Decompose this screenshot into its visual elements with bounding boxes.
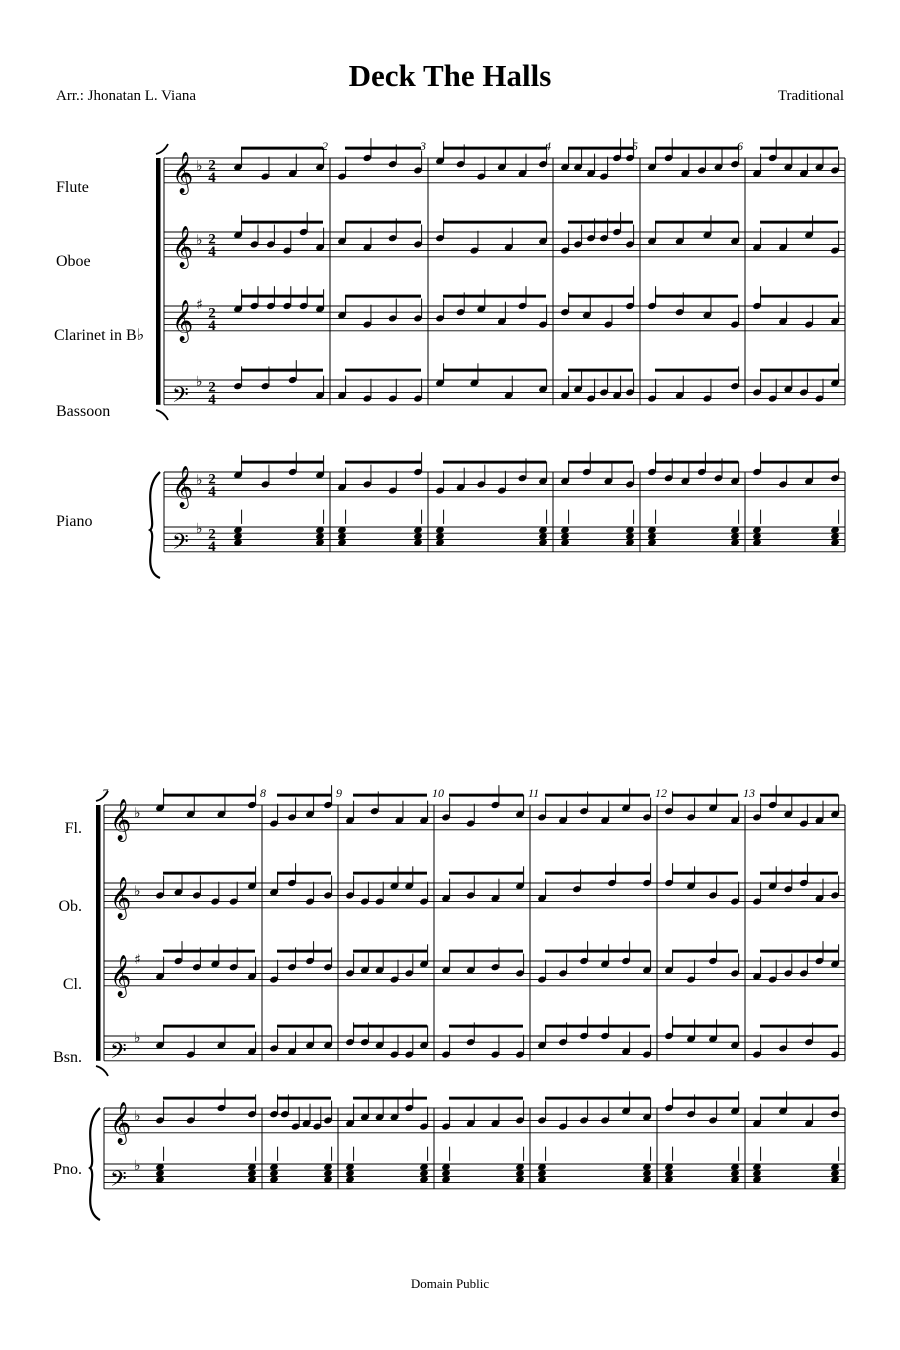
flat-key-signature: ♭	[196, 472, 203, 489]
measure-number: 10	[432, 786, 444, 800]
bass-clef: 𝄢	[110, 1039, 127, 1070]
measure-number: 11	[528, 786, 540, 800]
measure-number: 13	[743, 786, 755, 800]
piano-brace	[90, 1108, 100, 1220]
instrument-label: Oboe	[56, 253, 91, 270]
bracket	[156, 158, 161, 405]
treble-clef: 𝄞	[172, 226, 194, 268]
flat-key-signature: ♭	[134, 1030, 141, 1047]
time-signature-bottom: 4	[208, 538, 216, 555]
time-signature-top: 2	[208, 231, 216, 248]
instrument-label: Piano	[56, 513, 93, 530]
time-signature-bottom: 4	[208, 169, 216, 186]
bracket-cap	[156, 410, 168, 420]
time-signature-top: 2	[208, 157, 216, 174]
instrument-label: Bassoon	[56, 403, 111, 420]
instrument-label: Flute	[56, 179, 89, 196]
measure-number: 4	[545, 139, 551, 153]
composer-credit: Traditional	[777, 88, 844, 104]
treble-clef: 𝄞	[172, 466, 194, 508]
flat-key-signature: ♭	[196, 521, 203, 538]
measure-number: 6	[737, 139, 743, 153]
flat-key-signature: ♭	[196, 374, 203, 391]
time-signature-bottom: 4	[208, 483, 216, 500]
score-title: Deck The Halls	[348, 58, 552, 93]
flat-key-signature: ♭	[134, 805, 141, 822]
staff-system1	[164, 527, 845, 552]
instrument-label-short: Bsn.	[53, 1049, 82, 1066]
treble-clef: 𝄞	[110, 799, 132, 841]
measure-number: 7	[102, 786, 108, 800]
measure-number: 9	[336, 786, 342, 800]
treble-clef: 𝄞	[110, 955, 132, 997]
measure-number: 8	[260, 786, 266, 800]
time-signature-top: 2	[208, 471, 216, 488]
treble-clef: 𝄞	[110, 877, 132, 919]
bracket-cap	[96, 1066, 108, 1076]
instrument-label-short: Fl.	[64, 820, 82, 837]
bass-clef: 𝄢	[172, 530, 189, 561]
page-footer: Domain Public	[410, 1276, 490, 1291]
measure-number: 12	[655, 786, 667, 800]
staff-system1	[164, 232, 845, 257]
bracket-cap	[156, 144, 168, 154]
time-signature-top: 2	[208, 526, 216, 543]
bass-clef: 𝄢	[110, 1167, 127, 1198]
time-signature-bottom: 4	[208, 391, 216, 408]
flat-key-signature: ♭	[134, 1158, 141, 1175]
flat-key-signature: ♭	[134, 1108, 141, 1125]
sharp-key-signature: ♯	[196, 297, 203, 314]
sharp-key-signature: ♯	[134, 952, 141, 969]
time-signature-top: 2	[208, 379, 216, 396]
time-signature-bottom: 4	[208, 243, 216, 260]
instrument-label-short: Ob.	[58, 898, 82, 915]
time-signature-bottom: 4	[208, 317, 216, 334]
instrument-label-short: Pno.	[53, 1161, 82, 1178]
instrument-label-short: Cl.	[62, 976, 82, 993]
treble-clef: 𝄞	[172, 152, 194, 194]
piano-brace	[150, 472, 160, 578]
flat-key-signature: ♭	[196, 158, 203, 175]
time-signature-top: 2	[208, 305, 216, 322]
measure-number: 2	[322, 139, 328, 153]
instrument-label: Clarinet in B♭	[54, 327, 145, 344]
measure-number: 3	[420, 139, 426, 153]
flat-key-signature: ♭	[196, 232, 203, 249]
treble-clef: 𝄞	[110, 1102, 132, 1144]
arranger-credit: Arr.: Jhonatan L. Viana	[56, 88, 197, 104]
staff-system1	[164, 306, 845, 331]
flat-key-signature: ♭	[134, 883, 141, 900]
measure-number: 5	[632, 139, 638, 153]
bass-clef: 𝄢	[172, 383, 189, 414]
bracket	[96, 805, 101, 1061]
treble-clef: 𝄞	[172, 300, 194, 342]
